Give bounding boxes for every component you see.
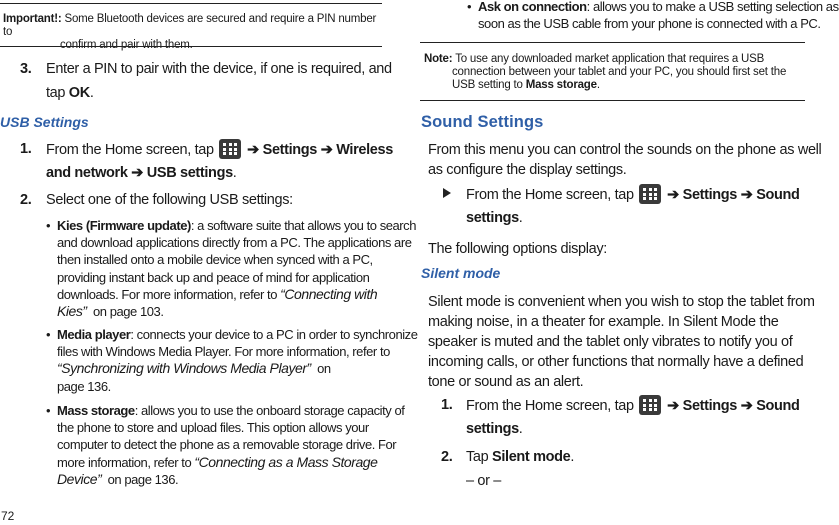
note-text: USB setting to xyxy=(452,79,523,91)
step-number: 2. xyxy=(441,449,453,465)
apps-grid-icon xyxy=(219,139,241,159)
arrow-icon: ➔ xyxy=(667,398,679,414)
settings-term: settings xyxy=(466,421,519,437)
market-note xyxy=(424,53,804,92)
bullet-text: : connects your device to a PC in order to synchronize xyxy=(130,327,418,342)
ok-term: OK xyxy=(68,85,90,101)
bullet-dot: • xyxy=(46,403,51,418)
arrow-icon: ➔ xyxy=(667,187,679,203)
step-arrow-icon xyxy=(443,188,451,198)
step-text: From the Home screen, tap xyxy=(46,142,214,158)
sound-step xyxy=(443,184,803,226)
cross-reference: “Connecting as a Mass Storage xyxy=(194,453,378,470)
step-number: 1. xyxy=(20,141,32,157)
note-text: Some Bluetooth devices are secured and require a PIN number to xyxy=(3,13,377,38)
silent-mode-term: Silent mode xyxy=(492,449,571,465)
note-top-rule xyxy=(420,42,805,43)
silent-step-1 xyxy=(441,395,801,437)
network-term: and network xyxy=(46,165,128,181)
bullet-text: providing instant back up and peace of mind for application xyxy=(57,269,370,285)
bullet-text: soon as the USB cable from your phone is connected with a PC. xyxy=(478,16,821,32)
silent-step-2 xyxy=(441,447,801,467)
period: . xyxy=(232,165,237,181)
step-text: From the Home screen, tap xyxy=(466,398,634,414)
bullet-text: : allows you to make a USB setting selection as xyxy=(586,0,839,14)
page-reference-on: on xyxy=(317,361,331,377)
period: . xyxy=(596,79,600,91)
bullet-text: and download applications directly from a PC. The applications are xyxy=(57,235,412,251)
cross-reference: “Synchronizing with Windows Media Player” xyxy=(57,360,311,377)
description-text: making noise, in a theater for example. In Silent Mode the xyxy=(428,314,779,330)
period: . xyxy=(518,210,523,226)
step-number: 2. xyxy=(20,192,32,208)
arrow-icon: ➔ xyxy=(131,165,144,181)
note-bottom-rule xyxy=(420,100,805,101)
note-text: connection between your tablet and your PC, you should first set the xyxy=(452,66,787,78)
bullet-dot: • xyxy=(46,327,51,342)
apps-grid-icon xyxy=(639,395,661,415)
tap-word: tap xyxy=(46,85,66,101)
page-reference: on page 136. xyxy=(107,471,179,487)
period: . xyxy=(89,85,94,101)
or-separator: – or – xyxy=(466,473,501,489)
ask-on-connection-term: Ask on connection xyxy=(478,0,587,14)
bullet-text: computer to detect the phone as a removable storage drive. For xyxy=(57,437,397,453)
arrow-icon: ➔ xyxy=(247,142,259,158)
cross-reference: Device” xyxy=(57,470,102,487)
step-3-text: Enter a PIN to pair with the device, if one is required, and xyxy=(46,61,392,77)
apps-grid-icon xyxy=(639,184,661,204)
sound-term: Sound xyxy=(756,398,800,414)
note-text: To use any downloaded market application that requires a USB xyxy=(455,53,765,65)
note-top-rule xyxy=(0,3,382,4)
bullet-text: files with Windows Media Player. For more information, refer to xyxy=(57,344,390,360)
intro-text: From this menu you can control the sounds on the phone as well xyxy=(428,142,822,158)
description-text: incoming calls, or other functions that normally have a defined xyxy=(428,354,804,370)
sound-intro xyxy=(428,140,822,180)
description-text: Silent mode is convenient when you wish to stop the tablet from xyxy=(428,294,815,310)
silent-mode-description xyxy=(428,292,815,392)
bullet-dot: • xyxy=(467,0,472,14)
usb-settings-heading: USB Settings xyxy=(0,114,89,130)
mass-storage-term: Mass storage xyxy=(57,403,135,418)
step-number: 1. xyxy=(441,397,453,413)
settings-term: settings xyxy=(466,210,519,226)
intro-text: as configure the display settings. xyxy=(428,162,627,178)
page-number: 72 xyxy=(1,509,15,523)
note-label: Note: xyxy=(424,53,453,65)
period: . xyxy=(570,449,575,465)
sound-settings-heading: Sound Settings xyxy=(421,113,544,131)
step-number: 3. xyxy=(20,61,32,77)
page-reference: on page 103. xyxy=(92,304,164,320)
description-text: speaker is muted and the tablet only vibrates to notify you of xyxy=(428,334,793,350)
settings-term: Settings xyxy=(682,398,738,414)
kies-term: Kies (Firmware update) xyxy=(57,218,191,233)
sound-term: Sound xyxy=(756,187,800,203)
settings-term: Settings xyxy=(262,142,318,158)
settings-term: Settings xyxy=(682,187,738,203)
tap-word: Tap xyxy=(466,449,489,465)
description-text: tone or sound as an alert. xyxy=(428,374,584,390)
cross-reference: “Connecting with xyxy=(280,285,378,302)
arrow-icon: ➔ xyxy=(740,187,753,203)
step-3 xyxy=(20,59,392,101)
wireless-term: Wireless xyxy=(336,142,393,158)
bullet-text: more information, refer to xyxy=(57,454,192,470)
mass-storage-term: Mass storage xyxy=(525,79,597,91)
note-text-2: confirm and pair with them. xyxy=(60,39,193,51)
bullet-text: : allows you to use the onboard storage capacity of xyxy=(134,403,405,418)
silent-mode-heading: Silent mode xyxy=(421,265,501,281)
note-label: Important!: xyxy=(3,13,62,25)
period: . xyxy=(518,421,523,437)
page-reference: page 136. xyxy=(57,378,111,394)
media-player-term: Media player xyxy=(57,327,131,342)
bullet-dot: • xyxy=(46,218,51,233)
step-text: Select one of the following USB settings: xyxy=(46,192,293,208)
bullet-text: : a software suite that allows you to search xyxy=(190,218,417,233)
usb-settings-term: USB settings xyxy=(146,165,233,181)
bullet-text: downloads. For more information, refer to xyxy=(57,286,277,302)
arrow-icon: ➔ xyxy=(740,398,753,414)
bullet-text: the phone to store and upload files. This option allows your xyxy=(57,420,369,436)
usb-step-2 xyxy=(20,190,390,210)
cross-reference: Kies” xyxy=(57,303,87,320)
bullet-text: then installed onto a mobile device when synced with a PC, xyxy=(57,252,373,268)
usb-step-1 xyxy=(20,139,393,181)
options-text: The following options display: xyxy=(428,241,607,257)
arrow-icon: ➔ xyxy=(320,142,333,158)
note-bottom-rule xyxy=(0,46,382,47)
step-text: From the Home screen, tap xyxy=(466,187,634,203)
